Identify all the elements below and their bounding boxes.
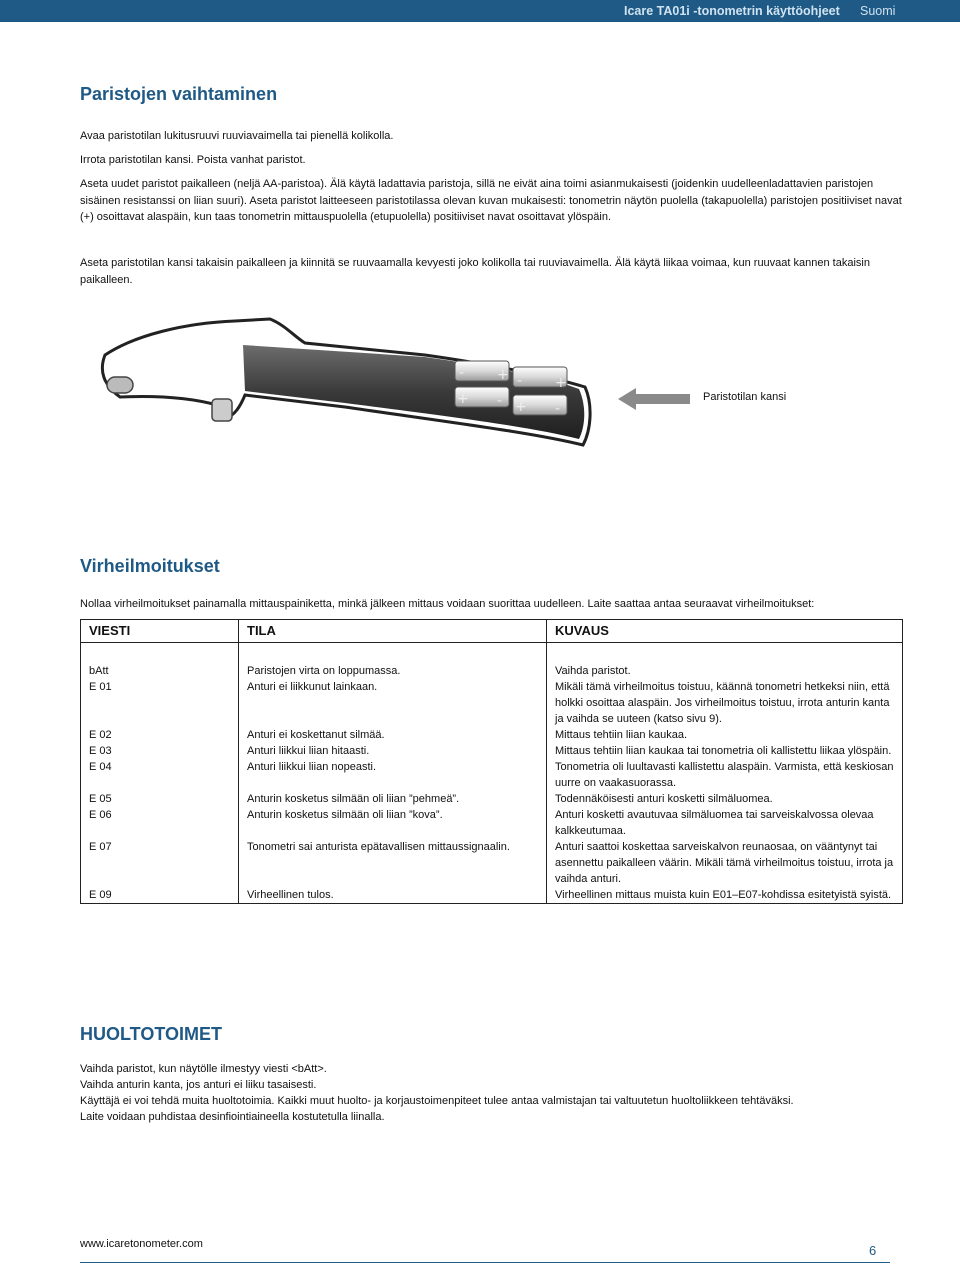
error-code: E 02 — [81, 727, 239, 743]
error-state: Anturin kosketus silmään oli liian ”pehmeä”. — [239, 791, 547, 807]
error-description: Vaihda paristot. — [547, 663, 903, 679]
page-number: 6 — [869, 1243, 877, 1258]
column-header-message: VIESTI — [81, 620, 239, 643]
error-code: E 07 — [81, 839, 239, 887]
header-bar — [0, 0, 960, 22]
error-state: Anturi liikkui liian hitaasti. — [239, 743, 547, 759]
battery-paragraph-1: Avaa paristotilan lukitusruuvi ruuviavaimella tai pienellä kolikolla. — [80, 130, 394, 142]
error-state: Virheellinen tulos. — [239, 887, 547, 904]
battery-plus-sign: + — [457, 391, 469, 407]
battery-heading: Paristojen vaihtaminen — [80, 84, 278, 104]
error-description: Virheellinen mittaus muista kuin E01–E07-kohdissa esitetyistä syistä. — [547, 887, 903, 904]
battery-minus-sign: - — [517, 373, 523, 389]
table-row — [81, 743, 903, 759]
battery-minus-sign: - — [497, 393, 503, 409]
document-title: Icare TA01i -tonometrin käyttöohjeet — [624, 4, 840, 18]
error-state: Tonometri sai anturista epätavallisen mittaussignaalin. — [239, 839, 547, 887]
error-description: Mikäli tämä virheilmoitus toistuu, käännä tonometri hetkeksi niin, että holkki osoittaa alaspäin. Jos virheilmoitus toistuu, irrota anturin kanta ja vaihda se uuteen (katso sivu 9). — [547, 679, 903, 727]
error-description: Anturi saattoi koskettaa sarveiskalvon reunaosaa, on vääntynyt tai asennettu paikalleen väärin. Mikäli tämä virheilmoitus toistuu, irrota ja vaihda anturi. — [547, 839, 903, 887]
error-description: Mittaus tehtiin liian kaukaa tai tonometria oli kallistettu liikaa ylöspäin. — [547, 743, 903, 759]
errors-heading: Virheilmoitukset — [80, 556, 220, 576]
table-header-row — [81, 620, 903, 643]
table-row — [81, 759, 903, 791]
column-header-state: TILA — [239, 620, 547, 643]
error-table — [80, 619, 903, 904]
error-description: Tonometria oli luultavasti kallistettu alaspäin. Varmista, että keskiosan uurre on vaakasuorassa. — [547, 759, 903, 791]
error-code: E 09 — [81, 887, 239, 904]
error-code: E 03 — [81, 743, 239, 759]
battery-paragraph-3: Aseta uudet paristot paikalleen (neljä AA-paristoa). Älä käytä ladattavia paristoja, sillä ne eivät aina toimi asianmukaisesti (joidenkin uudelleenladattavien paristojen sisäinen resistanssi on liian suuri). Aseta paristot laitteeseen paristotilassa olevan kuvan mukaisesti: tonometrin näytön puolella (takapuolella) paristojen positiiviset navat (+) osoittavat alaspäin, kun taas tonometrin mittauspuolella (etupuolella) positiiviset navat osoittavat ylöspäin. — [80, 178, 902, 223]
errors-intro: Nollaa virheilmoitukset painamalla mittauspainiketta, minkä jälkeen mittaus voidaan suorittaa uudelleen. Laite saattaa antaa seuraavat virheilmoitukset: — [80, 598, 815, 610]
maintenance-list — [80, 1061, 794, 1125]
error-code: bAtt — [81, 663, 239, 679]
table-row — [81, 663, 903, 679]
maintenance-line: Vaihda anturin kanta, jos anturi ei liiku tasaisesti. — [80, 1079, 317, 1091]
error-state: Paristojen virta on loppumassa. — [239, 663, 547, 679]
tonometer-battery-illustration — [95, 315, 605, 465]
error-description: Todennäköisesti anturi kosketti silmäluomea. — [547, 791, 903, 807]
battery-minus-sign: - — [459, 365, 465, 381]
error-code: E 05 — [81, 791, 239, 807]
battery-plus-sign: + — [497, 367, 509, 383]
error-state: Anturi ei koskettanut silmää. — [239, 727, 547, 743]
table-row — [81, 807, 903, 839]
column-header-description: KUVAUS — [547, 620, 903, 643]
error-state: Anturi ei liikkunut lainkaan. — [239, 679, 547, 727]
error-description: Anturi kosketti avautuvaa silmäluomea tai sarveiskalvossa olevaa kalkkeutumaa. — [547, 807, 903, 839]
table-row — [81, 791, 903, 807]
error-description: Mittaus tehtiin liian kaukaa. — [547, 727, 903, 743]
table-row — [81, 887, 903, 904]
table-row — [81, 839, 903, 887]
maintenance-heading: HUOLTOTOIMET — [80, 1024, 222, 1044]
error-state: Anturi liikkui liian nopeasti. — [239, 759, 547, 791]
error-code: E 01 — [81, 679, 239, 727]
battery-plus-sign: + — [515, 399, 527, 415]
figure-caption: Paristotilan kansi — [703, 391, 787, 403]
table-row — [81, 679, 903, 727]
battery-paragraph-4: Aseta paristotilan kansi takaisin paikalleen ja kiinnitä se ruuvaamalla kevyesti joko kolikolla tai ruuviavaimella. Älä käytä liikaa voimaa, kun ruuvaat kannen takaisin paikalleen. — [80, 257, 870, 286]
error-code: E 04 — [81, 759, 239, 791]
maintenance-line: Käyttäjä ei voi tehdä muita huoltotoimia. Kaikki muut huolto- ja korjaustoimenpiteet tulee antaa valmistajan tai valtuutetun huoltoliikkeen tehtäväksi. — [80, 1095, 794, 1107]
arrow-left-icon — [618, 388, 690, 410]
battery-minus-sign: - — [555, 401, 561, 417]
footer-divider — [80, 1262, 890, 1263]
error-code: E 06 — [81, 807, 239, 839]
error-state: Anturin kosketus silmään oli liian ”kova”. — [239, 807, 547, 839]
table-row — [81, 727, 903, 743]
battery-plus-sign: + — [555, 375, 567, 391]
battery-paragraph-2: Irrota paristotilan kansi. Poista vanhat paristot. — [80, 154, 306, 166]
maintenance-line: Vaihda paristot, kun näytölle ilmestyy viesti <bAtt>. — [80, 1063, 327, 1075]
maintenance-line: Laite voidaan puhdistaa desinfiointiaineella kostutetulla liinalla. — [80, 1111, 385, 1123]
footer-website-link[interactable]: www.icaretonometer.com — [80, 1238, 203, 1250]
language-label: Suomi — [860, 4, 896, 18]
